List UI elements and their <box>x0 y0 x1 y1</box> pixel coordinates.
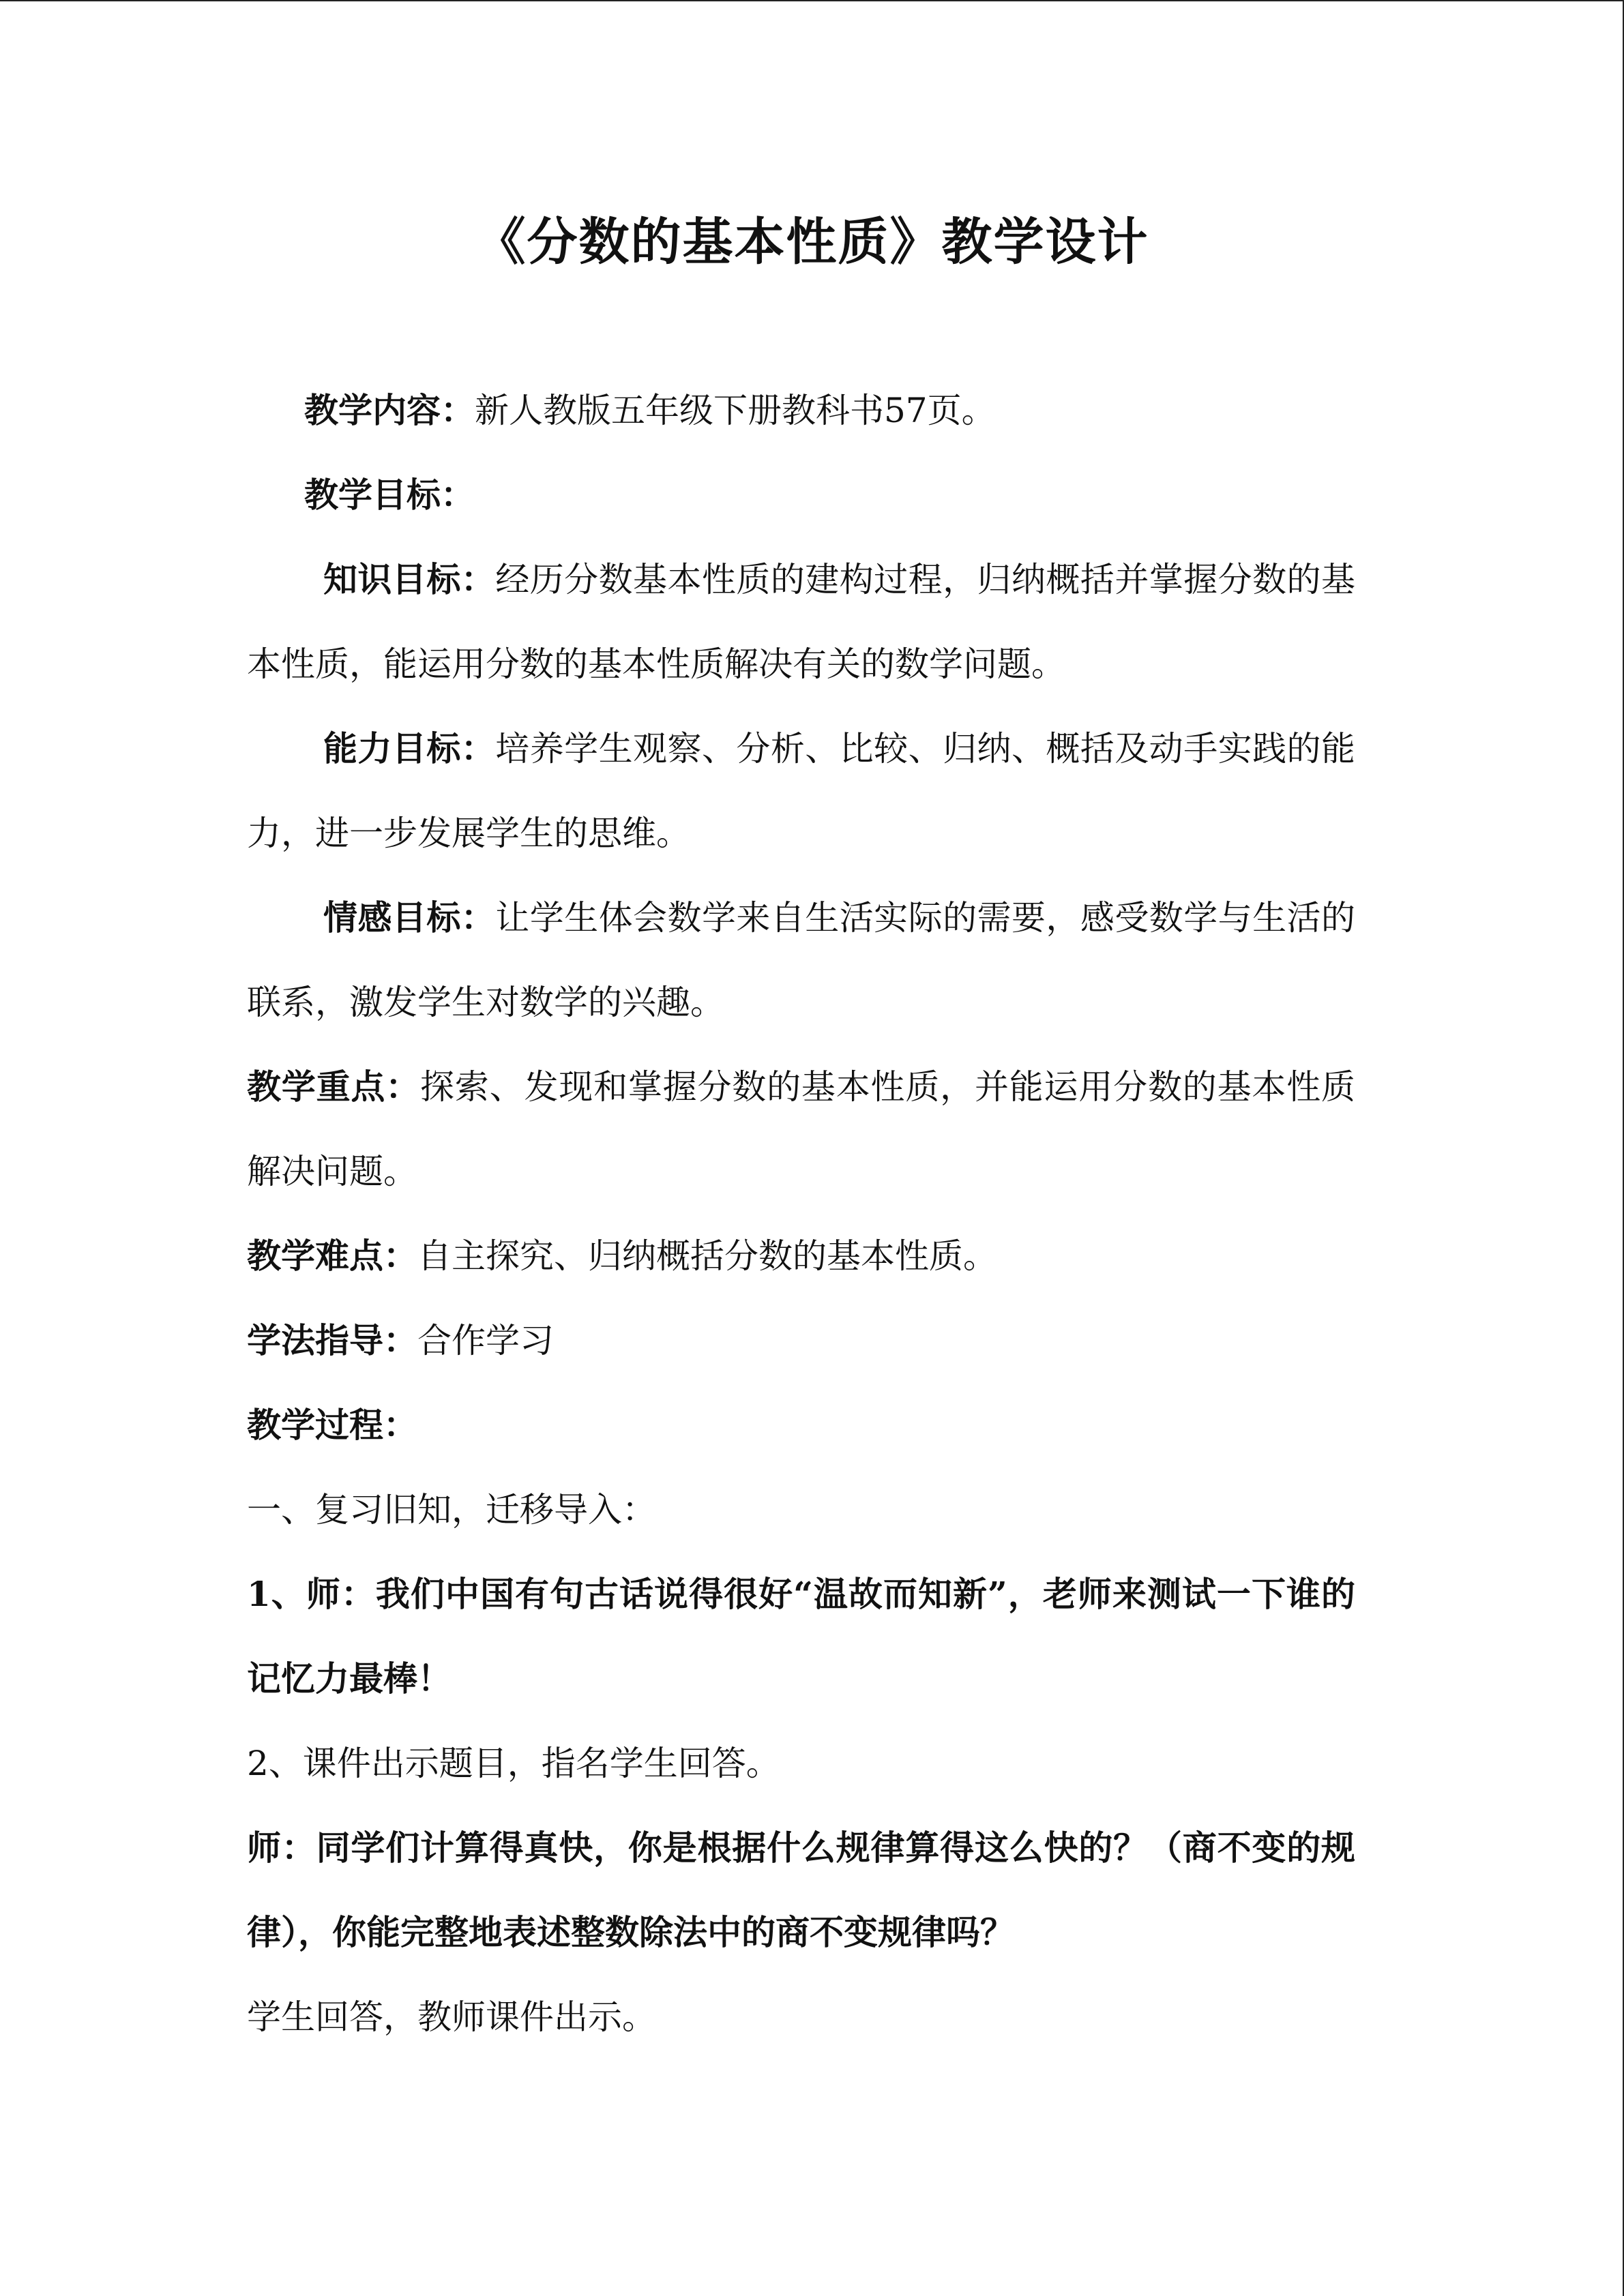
emotion-goal-text: 让学生体会数学来自生活实际的需要，感受数学与生活的联系，激发学生对数学的兴趣。 <box>247 898 1356 1022</box>
emotion-goal-label: 情感目标： <box>323 897 496 938</box>
method-text: 合作学习 <box>417 1321 554 1360</box>
difficulty-text: 自主探究、归纳概括分数的基本性质。 <box>417 1236 997 1276</box>
document-body <box>247 368 1355 2059</box>
section1-heading: 一、复习旧知，迁移导入： <box>247 1490 656 1530</box>
process-label: 教学过程： <box>247 1405 417 1445</box>
method-label: 学法指导： <box>247 1320 417 1360</box>
teacher-question-paragraph: 师：同学们计算得真快，你是根据什么规律算得这么快的？（商不变的规律），你能完整地表述整数除法中的商不变规律吗？ <box>247 1828 1355 1952</box>
difficulty-paragraph <box>247 1214 1355 1298</box>
teaching-content-paragraph <box>247 368 1355 453</box>
key-point-text: 探索、发现和掌握分数的基本性质，并能运用分数的基本性质解决问题。 <box>247 1067 1356 1191</box>
step2-paragraph: 2、课件出示题目，指名学生回答。 <box>247 1744 780 1783</box>
key-point-label: 教学重点： <box>247 1067 421 1107</box>
teaching-objectives-paragraph <box>247 453 1355 537</box>
emotion-goal-paragraph <box>247 876 1355 1045</box>
method-paragraph <box>247 1298 1355 1383</box>
key-point-paragraph <box>247 1045 1355 1214</box>
teaching-content-text: 新人教版五年级下册教科书57页。 <box>475 391 996 430</box>
step1-paragraph: 1、师：我们中国有句古话说得很好“温故而知新”，老师来测试一下谁的记忆力最棒！ <box>247 1574 1355 1699</box>
ability-goal-text: 培养学生观察、分析、比较、归纳、概括及动手实践的能力，进一步发展学生的思维。 <box>247 729 1356 853</box>
teaching-objectives-label: 教学目标： <box>304 475 475 515</box>
teaching-content-label: 教学内容： <box>304 390 475 430</box>
knowledge-goal-label: 知识目标： <box>323 559 496 599</box>
document-title: 《分数的基本性质》教学设计 <box>475 213 1149 271</box>
ability-goal-paragraph <box>247 706 1355 876</box>
ability-goal-label: 能力目标： <box>323 728 496 769</box>
difficulty-label: 教学难点： <box>247 1236 417 1276</box>
process-paragraph <box>247 1383 1355 1467</box>
closing-paragraph: 学生回答，教师课件出示。 <box>247 1997 656 2037</box>
knowledge-goal-text: 经历分数基本性质的建构过程，归纳概括并掌握分数的基本性质，能运用分数的基本性质解决有关的数学问题。 <box>247 560 1356 684</box>
knowledge-goal-paragraph <box>247 537 1355 706</box>
